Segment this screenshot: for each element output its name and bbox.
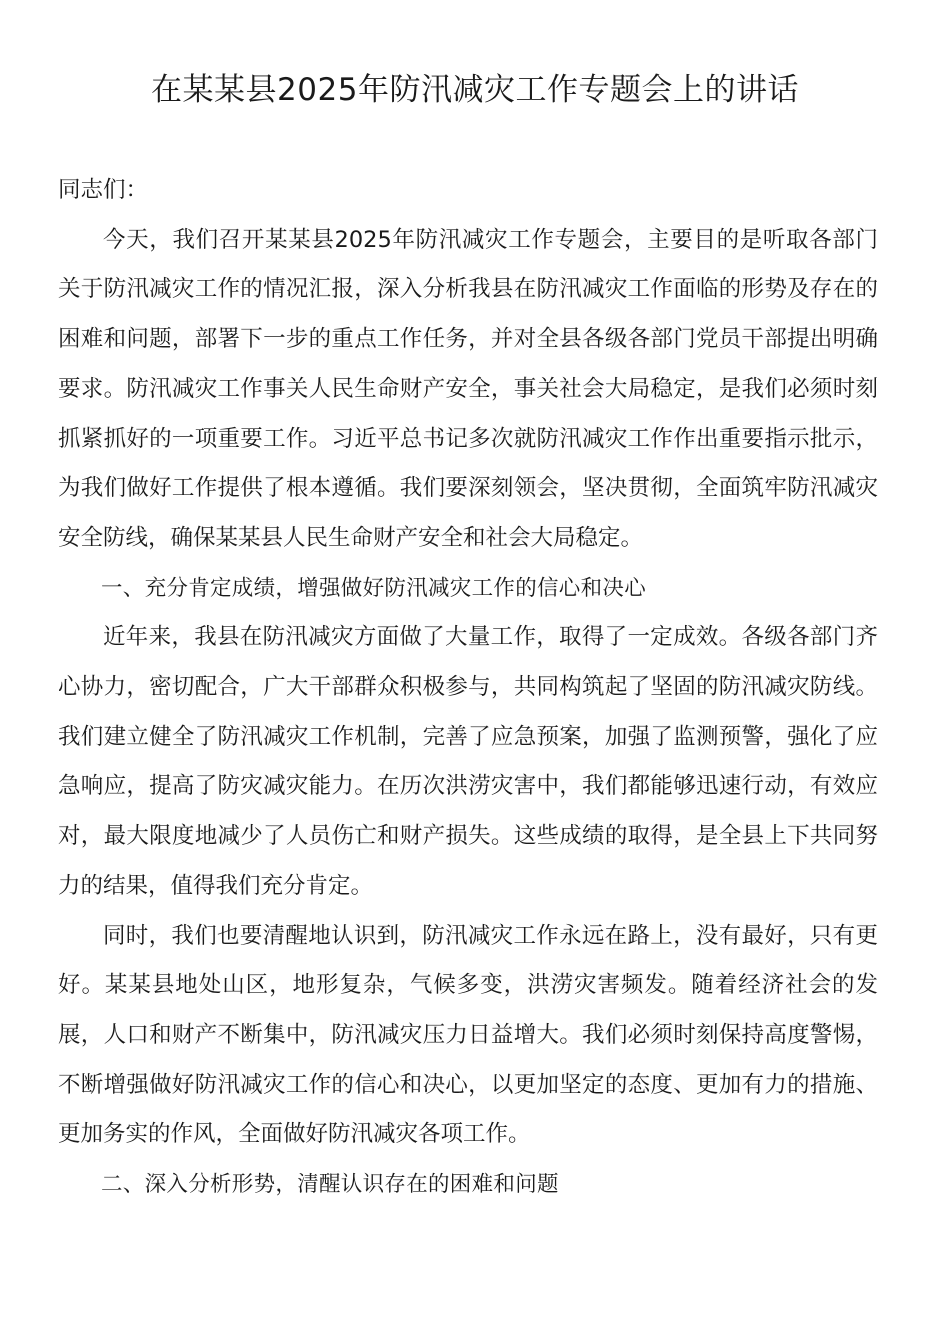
intro-paragraph: 今天，我们召开某某县2025年防汛减灾工作专题会，主要目的是听取各部门关于防汛减灾工作的情况汇报，深入分析我县在防汛减灾工作面临的形势及存在的困难和问题，部署下一步的重点工作任务，并对全县各级各部门党员干部提出明确要求。防汛减灾工作事关人民生命财产安全，事关社会大局稳定，是我们必须时刻抓紧抓好的一项重要工作。习近平总书记多次就防汛减灾工作作出重要指示批示，为我们做好工作提供了根本遵循。我们要深刻领会，坚决贯彻，全面筑牢防汛减灾安全防线，确保某某县人民生命财产安全和社会大局稳定。: [58, 226, 878, 551]
section-heading-1: 一、充分肯定成绩，增强做好防汛减灾工作的信心和决心: [101, 575, 647, 601]
section-heading-2: 二、深入分析形势，清醒认识存在的困难和问题: [101, 1172, 559, 1198]
document-title: 在某某县2025年防汛减灾工作专题会上的讲话: [151, 72, 799, 108]
section1-paragraph-2: 同时，我们也要清醒地认识到，防汛减灾工作永远在路上，没有最好，只有更好。某某县地处山区，地形复杂，气候多变，洪涝灾害频发。随着经济社会的发展，人口和财产不断集中，防汛减灾压力日益增大。我们必须时刻保持高度警惕，不断增强做好防汛减灾工作的信心和决心，以更加坚定的态度、更加有力的措施、更加务实的作风，全面做好防汛减灾各项工作。: [58, 922, 878, 1148]
document-body: [58, 166, 878, 1210]
salutation: 同志们：: [58, 177, 149, 203]
section1-paragraph-1: 近年来，我县在防汛减灾方面做了大量工作，取得了一定成效。各级各部门齐心协力，密切配合，广大干部群众积极参与，共同构筑起了坚固的防汛减灾防线。我们建立健全了防汛减灾工作机制，完善了应急预案，加强了监测预警，强化了应急响应，提高了防灾减灾能力。在历次洪涝灾害中，我们都能够迅速行动，有效应对，最大限度地减少了人员伤亡和财产损失。这些成绩的取得，是全县上下共同努力的结果，值得我们充分肯定。: [58, 624, 878, 899]
